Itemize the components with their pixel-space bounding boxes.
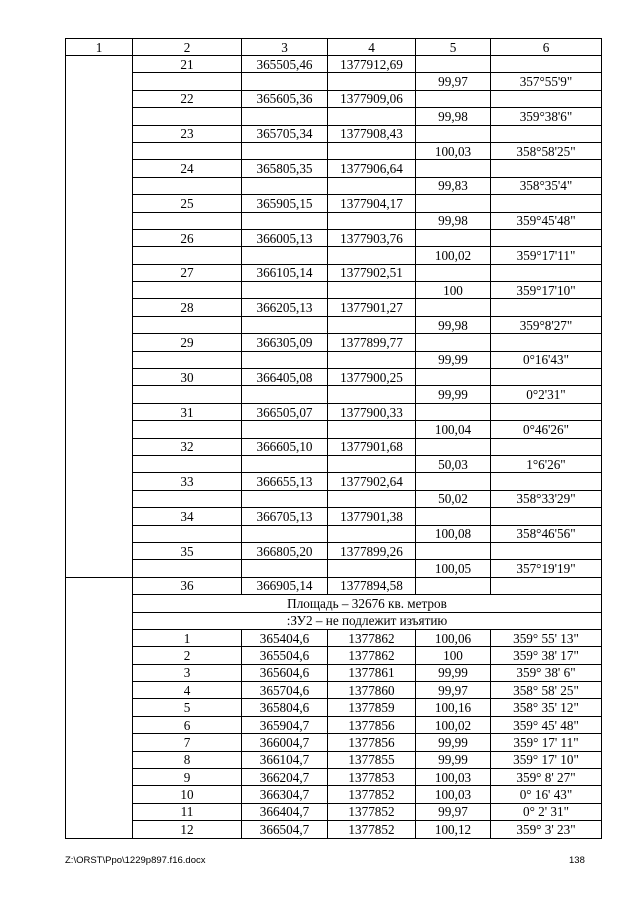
point-number-cell: 35	[133, 542, 242, 559]
x-coordinate-cell: 365905,15	[242, 195, 328, 212]
table-row	[66, 334, 602, 351]
point-number-cell	[133, 525, 242, 542]
angle-cell: 0°2'31"	[491, 386, 602, 403]
x-coordinate-cell	[242, 421, 328, 438]
distance-cell: 99,99	[416, 734, 491, 751]
table-row	[66, 90, 602, 107]
plot-label: :ЗУ2 – не подлежит изъятию	[133, 612, 602, 629]
point-number-cell: 33	[133, 473, 242, 490]
distance-cell	[416, 160, 491, 177]
y-coordinate-cell: 1377909,06	[328, 90, 416, 107]
table-row	[66, 455, 602, 472]
table-row	[66, 299, 602, 316]
area-row	[66, 595, 602, 612]
x-coordinate-cell	[242, 525, 328, 542]
distance-cell: 100,05	[416, 560, 491, 577]
angle-cell: 359° 38' 17"	[491, 647, 602, 664]
point-number-cell	[133, 490, 242, 507]
table-row	[66, 490, 602, 507]
point-number-cell: 2	[133, 647, 242, 664]
y-coordinate-cell: 1377902,51	[328, 264, 416, 281]
y-coordinate-cell: 1377900,25	[328, 369, 416, 386]
y-coordinate-cell	[328, 316, 416, 333]
y-coordinate-cell: 1377906,64	[328, 160, 416, 177]
distance-cell: 99,97	[416, 803, 491, 820]
x-coordinate-cell: 365804,6	[242, 699, 328, 716]
table-row	[66, 821, 602, 838]
distance-cell: 50,02	[416, 490, 491, 507]
table-row	[66, 403, 602, 420]
distance-cell	[416, 299, 491, 316]
point-number-cell: 11	[133, 803, 242, 820]
angle-cell	[491, 229, 602, 246]
footer-file-path: Z:\ORST\Ppo\1229p897.f16.docx	[65, 855, 206, 866]
group-label-cell	[66, 577, 133, 838]
table-row	[66, 125, 602, 142]
distance-cell: 99,98	[416, 108, 491, 125]
y-coordinate-cell	[328, 455, 416, 472]
point-number-cell: 22	[133, 90, 242, 107]
angle-cell: 359° 45' 48"	[491, 716, 602, 733]
table-row	[66, 108, 602, 125]
table-row	[66, 369, 602, 386]
distance-cell: 99,99	[416, 351, 491, 368]
distance-cell: 99,99	[416, 664, 491, 681]
angle-cell: 359°17'11"	[491, 247, 602, 264]
angle-cell: 359° 3' 23"	[491, 821, 602, 838]
point-number-cell	[133, 351, 242, 368]
x-coordinate-cell: 365805,35	[242, 160, 328, 177]
distance-cell: 100,16	[416, 699, 491, 716]
table-row	[66, 699, 602, 716]
distance-cell: 100	[416, 647, 491, 664]
table-row	[66, 769, 602, 786]
x-coordinate-cell	[242, 247, 328, 264]
y-coordinate-cell	[328, 142, 416, 159]
point-number-cell	[133, 421, 242, 438]
angle-cell: 359° 17' 11"	[491, 734, 602, 751]
y-coordinate-cell: 1377861	[328, 664, 416, 681]
y-coordinate-cell	[328, 212, 416, 229]
header-cell: 6	[491, 39, 602, 56]
point-number-cell: 3	[133, 664, 242, 681]
distance-cell: 99,99	[416, 386, 491, 403]
table-row	[66, 264, 602, 281]
point-number-cell: 8	[133, 751, 242, 768]
point-number-cell	[133, 455, 242, 472]
table-row	[66, 351, 602, 368]
x-coordinate-cell: 366605,10	[242, 438, 328, 455]
angle-cell	[491, 577, 602, 594]
angle-cell: 358° 35' 12"	[491, 699, 602, 716]
angle-cell: 359° 38' 6"	[491, 664, 602, 681]
point-number-cell: 23	[133, 125, 242, 142]
x-coordinate-cell: 366304,7	[242, 786, 328, 803]
x-coordinate-cell	[242, 73, 328, 90]
point-number-cell	[133, 386, 242, 403]
distance-cell: 50,03	[416, 455, 491, 472]
angle-cell: 359°45'48"	[491, 212, 602, 229]
area-label: Площадь – 32676 кв. метров	[133, 595, 602, 612]
y-coordinate-cell: 1377852	[328, 786, 416, 803]
table-row	[66, 664, 602, 681]
group-label-cell	[66, 56, 133, 578]
distance-cell: 100	[416, 282, 491, 299]
y-coordinate-cell: 1377856	[328, 716, 416, 733]
x-coordinate-cell: 366404,7	[242, 803, 328, 820]
header-row	[66, 39, 602, 56]
y-coordinate-cell: 1377894,58	[328, 577, 416, 594]
point-number-cell	[133, 142, 242, 159]
angle-cell	[491, 264, 602, 281]
angle-cell: 358° 58' 25"	[491, 682, 602, 699]
x-coordinate-cell	[242, 560, 328, 577]
x-coordinate-cell	[242, 212, 328, 229]
angle-cell	[491, 542, 602, 559]
table-row	[66, 438, 602, 455]
table-row	[66, 386, 602, 403]
point-number-cell	[133, 247, 242, 264]
table-row	[66, 629, 602, 646]
point-number-cell	[133, 73, 242, 90]
x-coordinate-cell	[242, 351, 328, 368]
y-coordinate-cell: 1377856	[328, 734, 416, 751]
y-coordinate-cell	[328, 421, 416, 438]
table-row	[66, 160, 602, 177]
angle-cell: 1°6'26"	[491, 455, 602, 472]
x-coordinate-cell: 366655,13	[242, 473, 328, 490]
point-number-cell: 29	[133, 334, 242, 351]
angle-cell: 0°16'43"	[491, 351, 602, 368]
header-cell: 1	[66, 39, 133, 56]
angle-cell: 358°35'4"	[491, 177, 602, 194]
angle-cell	[491, 334, 602, 351]
x-coordinate-cell: 366205,13	[242, 299, 328, 316]
table-row	[66, 734, 602, 751]
footer-page-number: 138	[569, 855, 585, 866]
point-number-cell	[133, 560, 242, 577]
y-coordinate-cell: 1377853	[328, 769, 416, 786]
angle-cell: 359°8'27"	[491, 316, 602, 333]
x-coordinate-cell	[242, 455, 328, 472]
y-coordinate-cell: 1377852	[328, 803, 416, 820]
y-coordinate-cell: 1377899,77	[328, 334, 416, 351]
y-coordinate-cell	[328, 386, 416, 403]
distance-cell: 100,12	[416, 821, 491, 838]
x-coordinate-cell: 366004,7	[242, 734, 328, 751]
angle-cell	[491, 508, 602, 525]
y-coordinate-cell	[328, 177, 416, 194]
point-number-cell: 34	[133, 508, 242, 525]
x-coordinate-cell: 365704,6	[242, 682, 328, 699]
y-coordinate-cell	[328, 490, 416, 507]
x-coordinate-cell: 366305,09	[242, 334, 328, 351]
angle-cell	[491, 90, 602, 107]
distance-cell: 99,97	[416, 682, 491, 699]
coordinates-table	[65, 38, 602, 839]
table-row	[66, 177, 602, 194]
distance-cell: 100,04	[416, 421, 491, 438]
x-coordinate-cell	[242, 177, 328, 194]
point-number-cell: 25	[133, 195, 242, 212]
angle-cell: 359°17'10"	[491, 282, 602, 299]
x-coordinate-cell	[242, 490, 328, 507]
x-coordinate-cell: 365705,34	[242, 125, 328, 142]
distance-cell	[416, 334, 491, 351]
x-coordinate-cell: 366504,7	[242, 821, 328, 838]
y-coordinate-cell: 1377860	[328, 682, 416, 699]
angle-cell	[491, 125, 602, 142]
x-coordinate-cell: 365404,6	[242, 629, 328, 646]
distance-cell	[416, 508, 491, 525]
point-number-cell: 32	[133, 438, 242, 455]
table-row	[66, 473, 602, 490]
header-cell: 5	[416, 39, 491, 56]
angle-cell	[491, 438, 602, 455]
distance-cell	[416, 125, 491, 142]
y-coordinate-cell	[328, 108, 416, 125]
table-row	[66, 142, 602, 159]
point-number-cell	[133, 282, 242, 299]
y-coordinate-cell	[328, 560, 416, 577]
y-coordinate-cell: 1377852	[328, 821, 416, 838]
distance-cell: 100,03	[416, 786, 491, 803]
distance-cell	[416, 369, 491, 386]
x-coordinate-cell: 365604,6	[242, 664, 328, 681]
distance-cell: 100,02	[416, 716, 491, 733]
angle-cell	[491, 56, 602, 73]
y-coordinate-cell: 1377862	[328, 629, 416, 646]
x-coordinate-cell: 365904,7	[242, 716, 328, 733]
y-coordinate-cell	[328, 351, 416, 368]
table-row	[66, 195, 602, 212]
y-coordinate-cell: 1377902,64	[328, 473, 416, 490]
distance-cell: 100,03	[416, 769, 491, 786]
point-number-cell: 1	[133, 629, 242, 646]
angle-cell: 358°58'25"	[491, 142, 602, 159]
angle-cell: 358°46'56"	[491, 525, 602, 542]
x-coordinate-cell: 366105,14	[242, 264, 328, 281]
y-coordinate-cell: 1377899,26	[328, 542, 416, 559]
distance-cell	[416, 438, 491, 455]
distance-cell	[416, 56, 491, 73]
point-number-cell: 30	[133, 369, 242, 386]
y-coordinate-cell: 1377862	[328, 647, 416, 664]
table-row	[66, 508, 602, 525]
y-coordinate-cell: 1377912,69	[328, 56, 416, 73]
point-number-cell: 21	[133, 56, 242, 73]
distance-cell	[416, 90, 491, 107]
x-coordinate-cell	[242, 108, 328, 125]
angle-cell: 357°19'19"	[491, 560, 602, 577]
table-row	[66, 560, 602, 577]
distance-cell: 99,98	[416, 212, 491, 229]
table-row	[66, 525, 602, 542]
header-cell: 2	[133, 39, 242, 56]
angle-cell: 358°33'29"	[491, 490, 602, 507]
x-coordinate-cell: 366104,7	[242, 751, 328, 768]
y-coordinate-cell	[328, 525, 416, 542]
y-coordinate-cell: 1377903,76	[328, 229, 416, 246]
distance-cell: 99,99	[416, 751, 491, 768]
point-number-cell	[133, 316, 242, 333]
angle-cell: 0°46'26"	[491, 421, 602, 438]
angle-cell: 359° 55' 13"	[491, 629, 602, 646]
point-number-cell: 6	[133, 716, 242, 733]
point-number-cell: 5	[133, 699, 242, 716]
table-row	[66, 577, 602, 594]
x-coordinate-cell: 366905,14	[242, 577, 328, 594]
y-coordinate-cell: 1377901,38	[328, 508, 416, 525]
point-number-cell	[133, 108, 242, 125]
point-number-cell: 24	[133, 160, 242, 177]
x-coordinate-cell: 365504,6	[242, 647, 328, 664]
angle-cell: 359°38'6"	[491, 108, 602, 125]
x-coordinate-cell	[242, 142, 328, 159]
x-coordinate-cell	[242, 316, 328, 333]
distance-cell: 100,08	[416, 525, 491, 542]
distance-cell	[416, 473, 491, 490]
distance-cell	[416, 403, 491, 420]
angle-cell	[491, 160, 602, 177]
point-number-cell: 31	[133, 403, 242, 420]
table-row	[66, 316, 602, 333]
table-row	[66, 421, 602, 438]
angle-cell: 359° 17' 10"	[491, 751, 602, 768]
table-row	[66, 282, 602, 299]
angle-cell: 357°55'9"	[491, 73, 602, 90]
point-number-cell	[133, 212, 242, 229]
y-coordinate-cell: 1377904,17	[328, 195, 416, 212]
x-coordinate-cell: 366805,20	[242, 542, 328, 559]
y-coordinate-cell: 1377900,33	[328, 403, 416, 420]
table-row	[66, 229, 602, 246]
angle-cell	[491, 299, 602, 316]
y-coordinate-cell: 1377901,27	[328, 299, 416, 316]
distance-cell: 99,83	[416, 177, 491, 194]
point-number-cell: 12	[133, 821, 242, 838]
distance-cell: 100,06	[416, 629, 491, 646]
distance-cell	[416, 542, 491, 559]
distance-cell: 100,02	[416, 247, 491, 264]
y-coordinate-cell	[328, 282, 416, 299]
point-number-cell: 36	[133, 577, 242, 594]
distance-cell: 100,03	[416, 142, 491, 159]
angle-cell: 359° 8' 27"	[491, 769, 602, 786]
distance-cell	[416, 264, 491, 281]
distance-cell	[416, 195, 491, 212]
y-coordinate-cell	[328, 247, 416, 264]
y-coordinate-cell: 1377859	[328, 699, 416, 716]
x-coordinate-cell: 366405,08	[242, 369, 328, 386]
angle-cell	[491, 369, 602, 386]
distance-cell	[416, 577, 491, 594]
distance-cell: 99,98	[416, 316, 491, 333]
plot-label-row	[66, 612, 602, 629]
y-coordinate-cell	[328, 73, 416, 90]
table-row	[66, 803, 602, 820]
x-coordinate-cell: 365605,36	[242, 90, 328, 107]
angle-cell	[491, 473, 602, 490]
table-row	[66, 786, 602, 803]
point-number-cell: 27	[133, 264, 242, 281]
x-coordinate-cell: 366005,13	[242, 229, 328, 246]
distance-cell	[416, 229, 491, 246]
point-number-cell: 28	[133, 299, 242, 316]
table-row	[66, 716, 602, 733]
y-coordinate-cell: 1377901,68	[328, 438, 416, 455]
point-number-cell: 26	[133, 229, 242, 246]
header-cell: 4	[328, 39, 416, 56]
header-cell: 3	[242, 39, 328, 56]
table-row	[66, 247, 602, 264]
angle-cell	[491, 403, 602, 420]
distance-cell: 99,97	[416, 73, 491, 90]
x-coordinate-cell: 366505,07	[242, 403, 328, 420]
point-number-cell: 9	[133, 769, 242, 786]
x-coordinate-cell: 366705,13	[242, 508, 328, 525]
angle-cell	[491, 195, 602, 212]
point-number-cell: 4	[133, 682, 242, 699]
table-row	[66, 682, 602, 699]
table-row	[66, 73, 602, 90]
table-row	[66, 751, 602, 768]
point-number-cell: 7	[133, 734, 242, 751]
table-row	[66, 56, 602, 73]
table-row	[66, 542, 602, 559]
table-row	[66, 647, 602, 664]
x-coordinate-cell	[242, 282, 328, 299]
x-coordinate-cell: 366204,7	[242, 769, 328, 786]
point-number-cell	[133, 177, 242, 194]
table-row	[66, 212, 602, 229]
y-coordinate-cell: 1377855	[328, 751, 416, 768]
angle-cell: 0° 16' 43"	[491, 786, 602, 803]
point-number-cell: 10	[133, 786, 242, 803]
y-coordinate-cell: 1377908,43	[328, 125, 416, 142]
x-coordinate-cell	[242, 386, 328, 403]
angle-cell: 0° 2' 31"	[491, 803, 602, 820]
x-coordinate-cell: 365505,46	[242, 56, 328, 73]
